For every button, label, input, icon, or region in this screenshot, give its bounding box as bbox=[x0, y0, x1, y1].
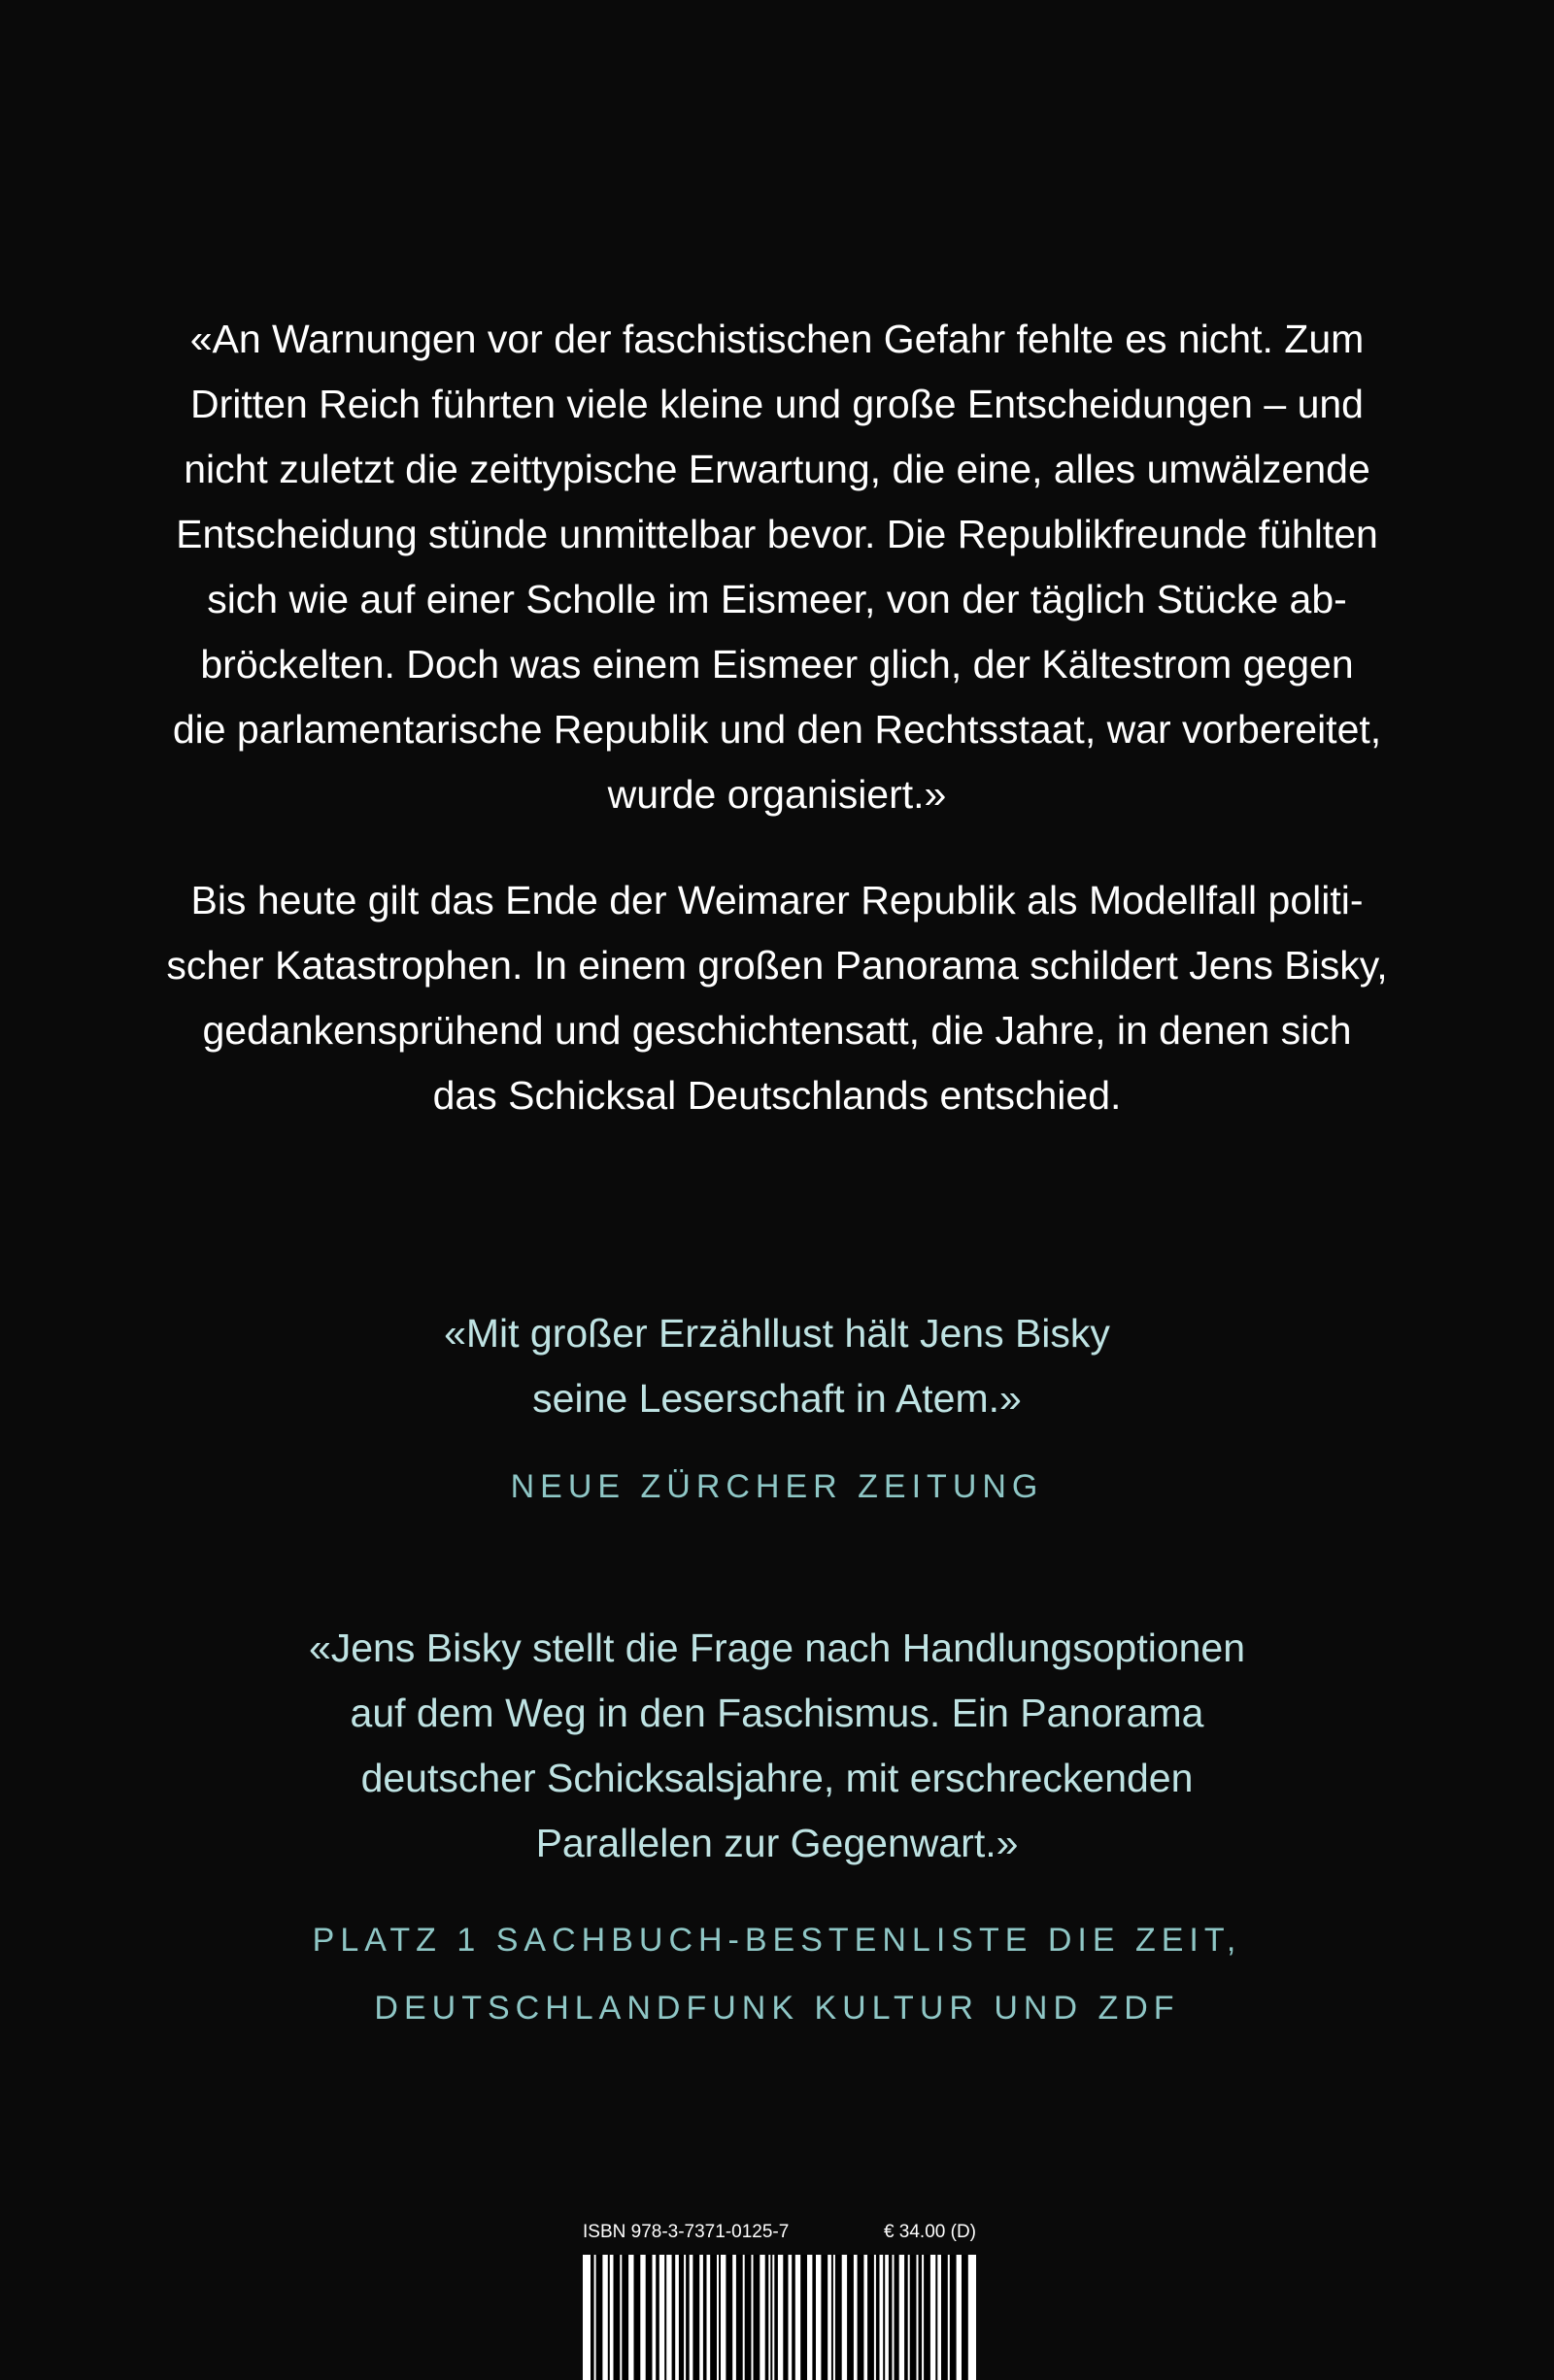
barcode-bar bbox=[924, 2255, 930, 2380]
barcode-bar bbox=[614, 2255, 621, 2380]
barcode-bar bbox=[883, 2255, 885, 2380]
barcode-bar bbox=[672, 2255, 676, 2380]
book-description bbox=[102, 868, 1452, 1128]
barcode-bar bbox=[622, 2255, 628, 2380]
barcode-bar bbox=[719, 2255, 721, 2380]
barcode-bar bbox=[919, 2255, 923, 2380]
barcode-bar bbox=[935, 2255, 937, 2380]
intro-quote-line: bröckelten. Doch was einem Eismeer glich, der Kältestrom gegen bbox=[200, 642, 1354, 687]
barcode-bar bbox=[895, 2255, 899, 2380]
barcode-bar bbox=[703, 2255, 707, 2380]
barcode-bar bbox=[770, 2255, 772, 2380]
description-line: scher Katastrophen. In einem großen Panorama schildert Jens Bisky, bbox=[166, 943, 1388, 988]
review-source-bestenliste: PLATZ 1 SACHBUCH-BESTENLISTE DIE ZEIT, DEUTSCHLANDFUNK KULTUR UND ZDF bbox=[312, 1922, 1242, 2027]
barcode-bar bbox=[941, 2255, 948, 2380]
barcode bbox=[583, 2255, 976, 2380]
review-quote-nzz: «Mit großer Erzähllust hält Jens Bisky seine Leserschaft in Atem.» bbox=[444, 1311, 1110, 1421]
barcode-bar bbox=[876, 2255, 880, 2380]
barcode-bar bbox=[765, 2255, 769, 2380]
barcode-bar bbox=[889, 2255, 893, 2380]
isbn-number: ISBN 978-3-7371-0125-7 bbox=[583, 2222, 790, 2242]
intro-quote-line: wurde organisiert.» bbox=[607, 772, 947, 817]
barcode-bar bbox=[835, 2255, 842, 2380]
barcode-graphic bbox=[583, 2255, 976, 2380]
intro-quote-line: die parlamentarische Republik und den Rechtsstaat, war vorbereitet, bbox=[172, 707, 1382, 752]
barcode-bar bbox=[726, 2255, 732, 2380]
intro-quote-line: Entscheidung stünde unmittelbar bevor. Die Republikfreunde fühlten bbox=[176, 512, 1378, 556]
barcode-bar bbox=[591, 2255, 594, 2380]
barcode-bar bbox=[962, 2255, 968, 2380]
barcode-bar bbox=[710, 2255, 717, 2380]
barcode-bar bbox=[679, 2255, 684, 2380]
isbn-price-line bbox=[583, 2222, 976, 2243]
barcode-bar bbox=[693, 2255, 699, 2380]
barcode-bar bbox=[596, 2255, 603, 2380]
barcode-bar bbox=[800, 2255, 807, 2380]
barcode-bar bbox=[858, 2255, 864, 2380]
barcode-bar bbox=[950, 2255, 957, 2380]
barcode-bar bbox=[608, 2255, 610, 2380]
barcode-bar bbox=[821, 2255, 828, 2380]
barcode-bar bbox=[736, 2255, 743, 2380]
review-source-nzz: NEUE ZÜRCHER ZEITUNG bbox=[510, 1468, 1044, 1505]
barcode-bar bbox=[867, 2255, 874, 2380]
description-line: das Schicksal Deutschlands entschied. bbox=[432, 1073, 1122, 1118]
barcode-bar bbox=[754, 2255, 760, 2380]
intro-quote bbox=[102, 307, 1452, 827]
price-label: € 34.00 (D) bbox=[883, 2222, 976, 2242]
barcode-bar bbox=[783, 2255, 788, 2380]
review-quote-bestenliste: «Jens Bisky stellt die Frage nach Handlungsoptionen auf dem Weg in den Faschismus. Ein Panorama deutscher Schicksalsjahre, mit erschreckenden Parallelen zur Gegenwart.» bbox=[308, 1626, 1246, 1865]
intro-quote-line: sich wie auf einer Scholle im Eismeer, von der täglich Stücke ab- bbox=[207, 577, 1347, 621]
description-line: Bis heute gilt das Ende der Weimarer Republik als Modellfall politi- bbox=[190, 878, 1364, 922]
intro-quote-line: «An Warnungen vor der faschistischen Gefahr fehlte es nicht. Zum bbox=[189, 317, 1365, 361]
barcode-bar bbox=[745, 2255, 752, 2380]
barcode-bar bbox=[686, 2255, 690, 2380]
intro-quote-line: nicht zuletzt die zeittypische Erwartung, die eine, alles umwälzende bbox=[184, 447, 1370, 491]
barcode-bar bbox=[831, 2255, 833, 2380]
description-line: gedankensprühend und geschichtensatt, die Jahre, in denen sich bbox=[202, 1008, 1352, 1053]
barcode-bar bbox=[904, 2255, 908, 2380]
barcode-bar bbox=[792, 2255, 795, 2380]
barcode-bar bbox=[774, 2255, 778, 2380]
barcode-bar bbox=[634, 2255, 641, 2380]
barcode-bar bbox=[847, 2255, 854, 2380]
barcode-bar bbox=[910, 2255, 917, 2380]
barcode-bar bbox=[646, 2255, 653, 2380]
barcode-bar bbox=[656, 2255, 659, 2380]
barcode-bar bbox=[812, 2255, 816, 2380]
barcode-bar bbox=[664, 2255, 666, 2380]
intro-quote-line: Dritten Reich führten viele kleine und große Entscheidungen – und bbox=[190, 382, 1364, 426]
